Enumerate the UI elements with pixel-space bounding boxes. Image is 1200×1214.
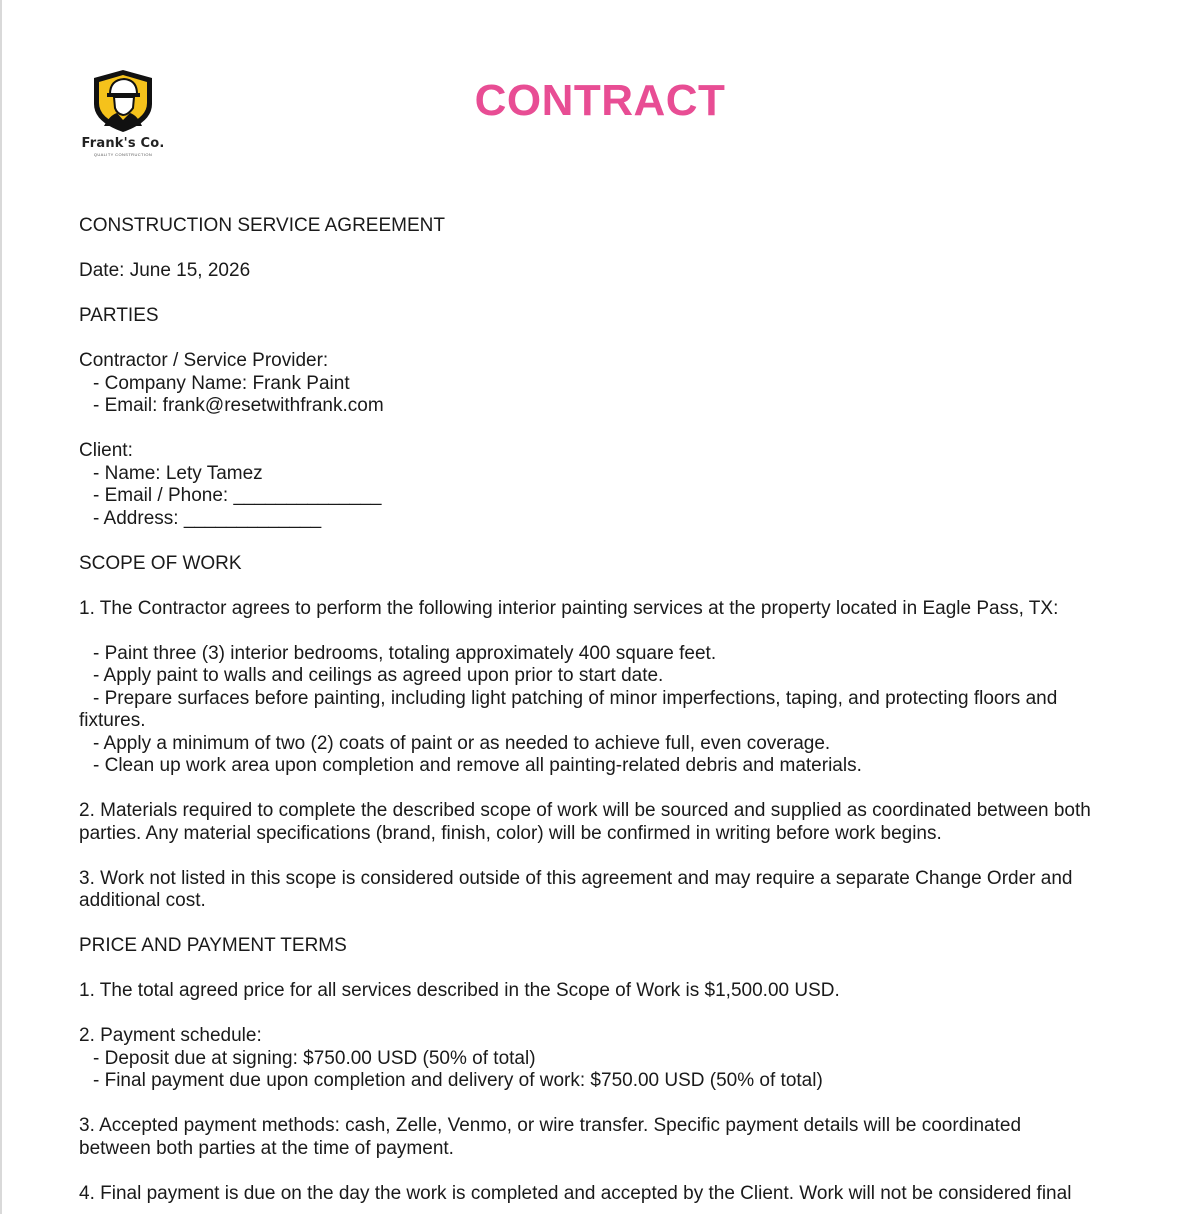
document-title: CONTRACT [474, 76, 726, 125]
client-contact: - Email / Phone: ______________ [93, 485, 382, 506]
payment-item-1: 1. The total agreed price for all services described in the Scope of Work is $1,500.00 USD. [79, 980, 840, 1001]
document-body [79, 215, 1149, 1205]
logo-company-name: Frank's Co. [81, 136, 165, 151]
payment-item-2: 2. Payment schedule: [79, 1025, 262, 1046]
scope-bullet: - Paint three (3) interior bedrooms, totaling approximately 400 square feet. [93, 642, 717, 664]
scope-bullet: - Apply a minimum of two (2) coats of paint or as needed to achieve full, even coverage. [93, 732, 831, 754]
client-label: Client: [79, 440, 133, 461]
parties-heading: PARTIES [79, 305, 159, 326]
client-name: - Name: Lety Tamez [93, 462, 263, 484]
payment-heading: PRICE AND PAYMENT TERMS [79, 935, 347, 956]
scope-bullet: - Apply paint to walls and ceilings as agreed upon prior to start date. [93, 665, 664, 686]
scope-item-1: 1. The Contractor agrees to perform the following interior painting services at the property located in Eagle Pass, TX: [79, 597, 1059, 619]
payment-item-4: 4. Final payment is due on the day the work is completed and accepted by the Client. Work will not be considered final [79, 1182, 1072, 1204]
scope-bullet-continued: fixtures. [79, 710, 146, 731]
client-address: - Address: _____________ [93, 507, 322, 529]
scope-item-2-continued: parties. Any material specifications (brand, finish, color) will be confirmed in writing before work begins. [79, 822, 942, 844]
payment-item-3-continued: between both parties at the time of payment. [79, 1137, 454, 1159]
logo-tagline: QUALITY CONSTRUCTION [93, 152, 153, 157]
scope-bullet: - Clean up work area upon completion and remove all painting-related debris and materials. [93, 755, 862, 776]
contractor-company: - Company Name: Frank Paint [93, 372, 350, 394]
agreement-heading: CONSTRUCTION SERVICE AGREEMENT [79, 215, 445, 236]
contractor-label: Contractor / Service Provider: [79, 350, 329, 371]
payment-final: - Final payment due upon completion and delivery of work: $750.00 USD (50% of total) [93, 1070, 823, 1091]
page-left-border [0, 0, 2, 1214]
scope-item-3: 3. Work not listed in this scope is considered outside of this agreement and may require a separate Change Order and [79, 867, 1073, 889]
payment-deposit: - Deposit due at signing: $750.00 USD (50% of total) [93, 1047, 536, 1069]
scope-item-3-continued: additional cost. [79, 890, 206, 911]
scope-item-2: 2. Materials required to complete the described scope of work will be sourced and supplied as coordinated between both [79, 800, 1091, 821]
payment-item-3: 3. Accepted payment methods: cash, Zelle, Venmo, or wire transfer. Specific payment details will be coordinated [79, 1115, 1022, 1136]
contractor-email: - Email: frank@resetwithfrank.com [93, 395, 384, 416]
agreement-date: Date: June 15, 2026 [79, 260, 251, 281]
scope-bullet: - Prepare surfaces before painting, including light patching of minor imperfections, taping, and protecting floors and [93, 687, 1058, 709]
scope-heading: SCOPE OF WORK [79, 552, 242, 574]
